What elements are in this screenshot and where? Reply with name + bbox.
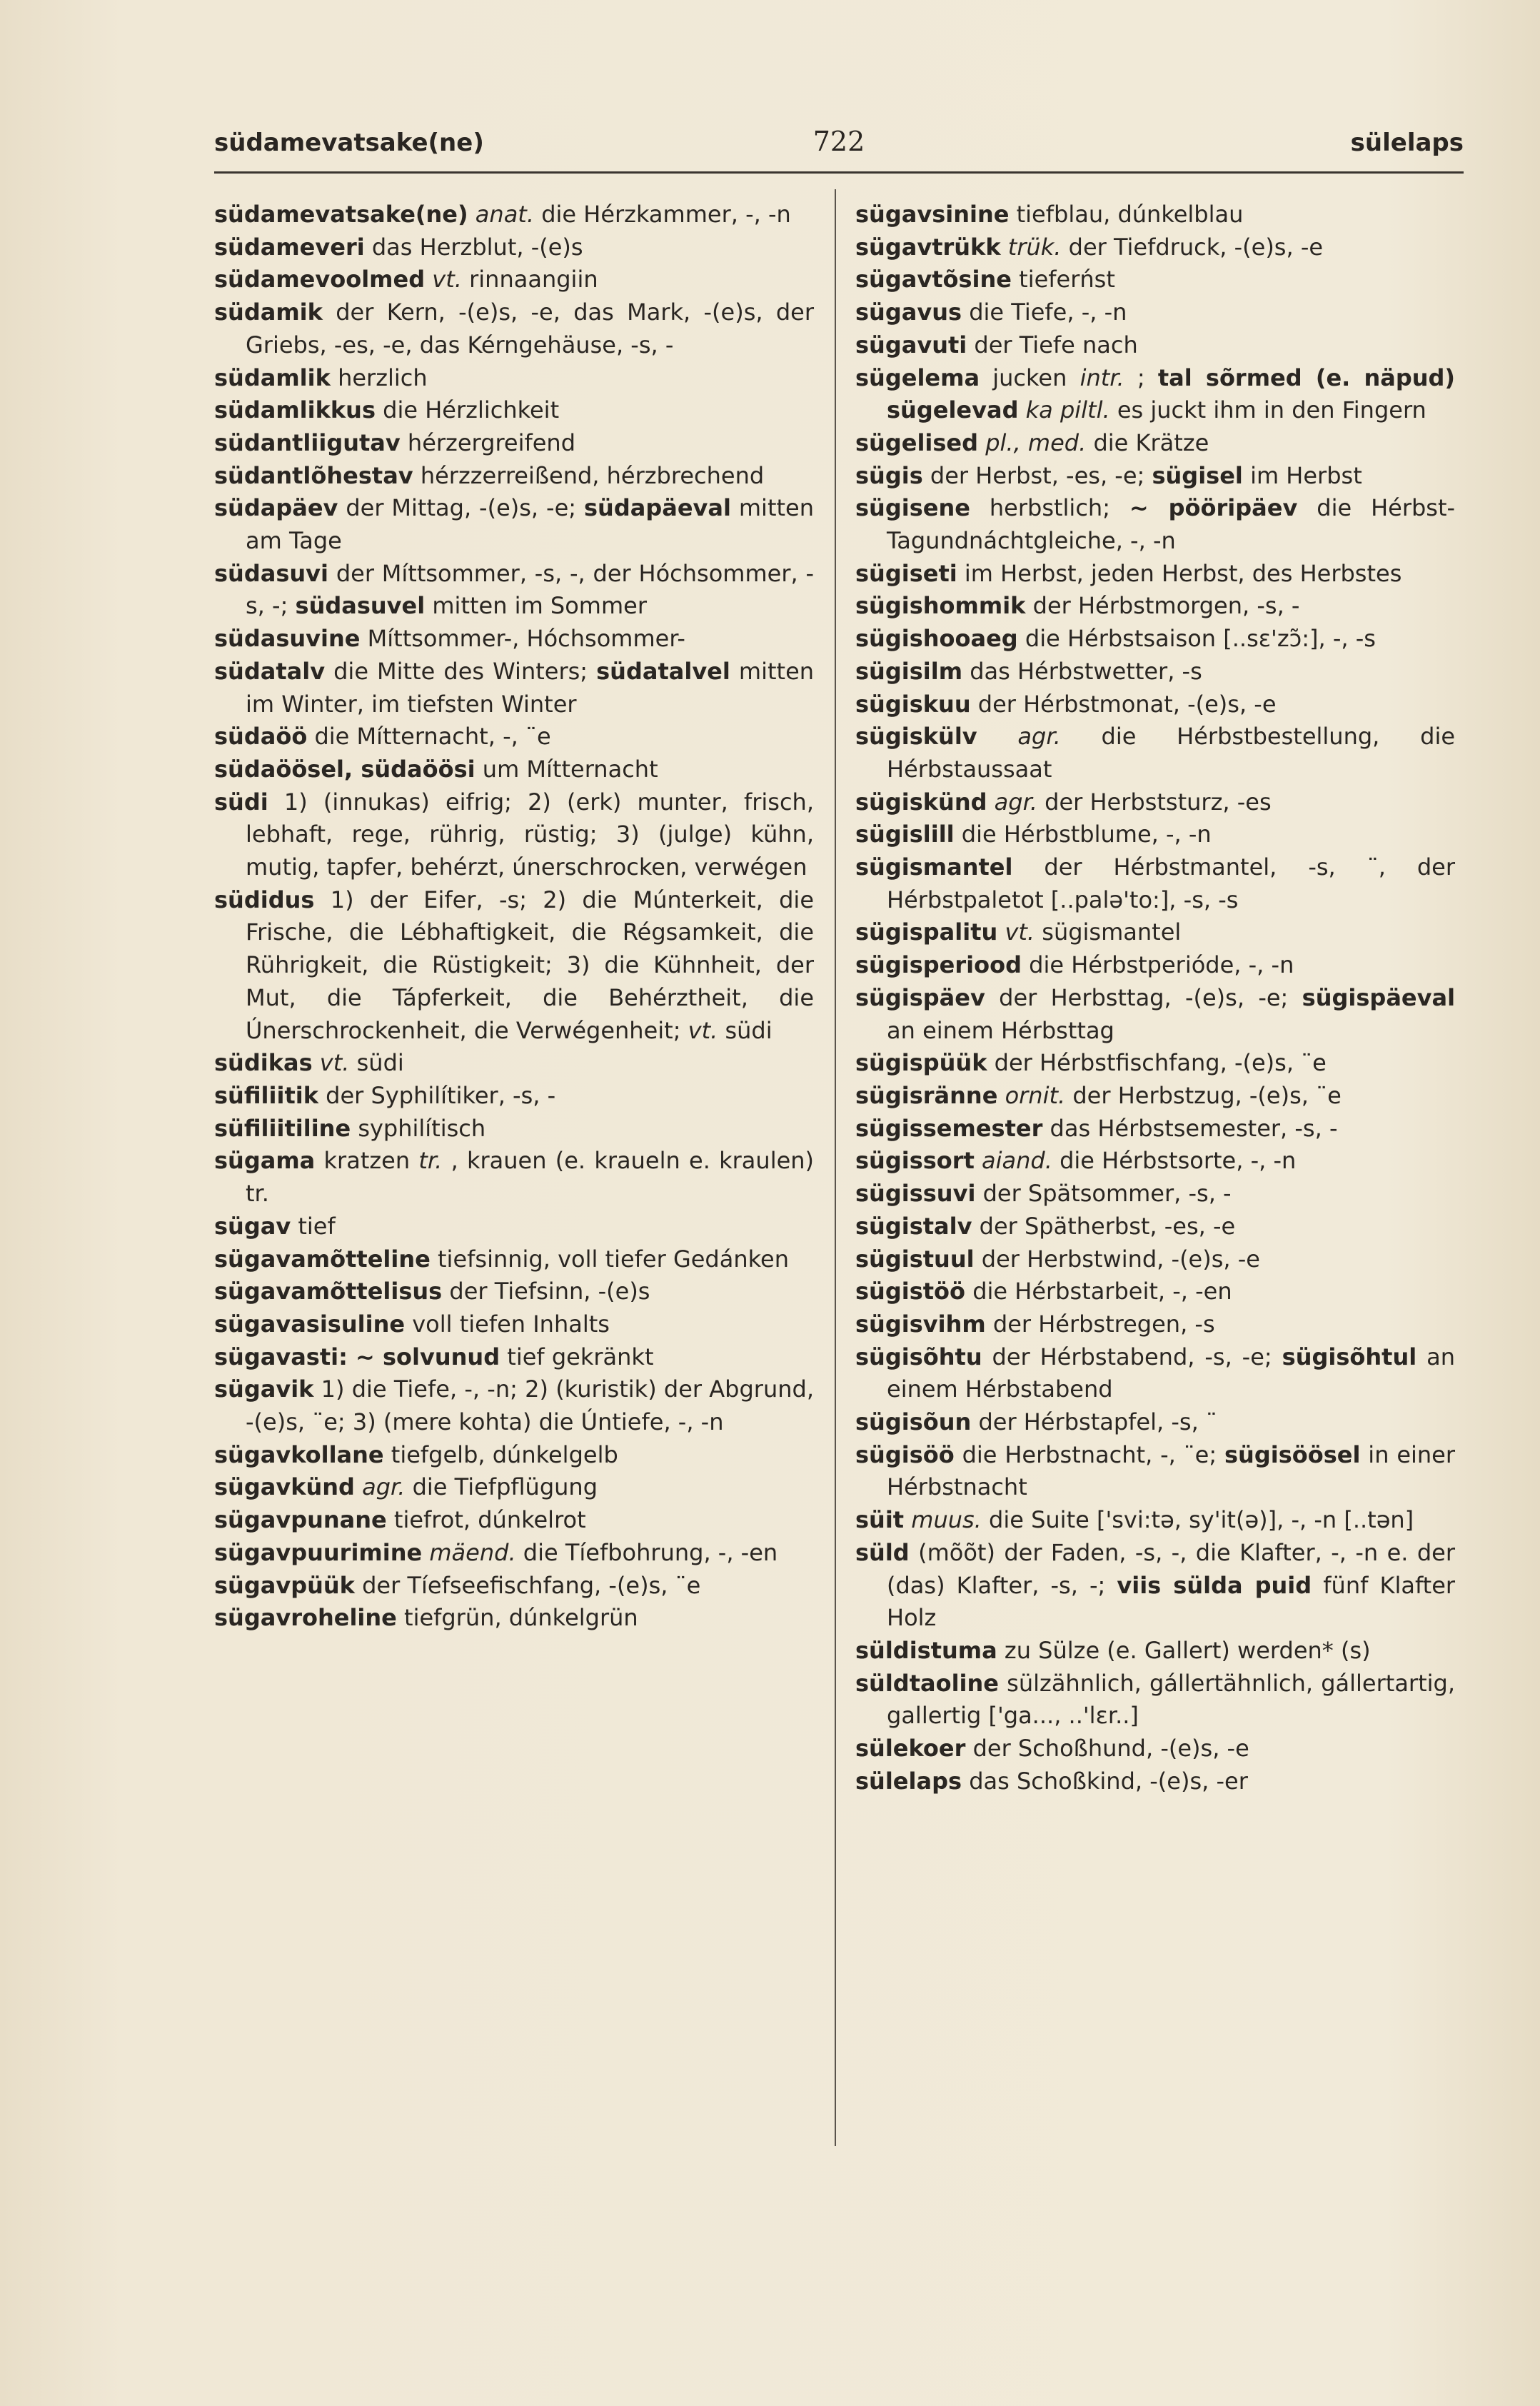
headword: sügis xyxy=(855,461,923,489)
translation: südi xyxy=(356,1049,404,1077)
headword: südantlõhestav xyxy=(214,461,413,489)
headword: sügispalitu xyxy=(855,918,998,946)
dictionary-entry xyxy=(855,231,1455,264)
subentry-headword: südapäeval xyxy=(583,494,731,522)
translation: (mõõt) der Faden, -s, -, die Klafter, -, -n e. der (das) Klafter, -s, -; xyxy=(887,1538,1456,1599)
dictionary-entry xyxy=(855,656,1455,688)
headword: südikas xyxy=(214,1049,313,1077)
dictionary-entry xyxy=(855,1668,1455,1733)
headword: sügav xyxy=(214,1212,291,1240)
dictionary-entry xyxy=(214,623,814,656)
headword: sügissemester xyxy=(855,1114,1043,1142)
headword: südapäev xyxy=(214,494,338,522)
dictionary-entry xyxy=(214,199,814,231)
translation: tiefgelb, dúnkelgelb xyxy=(391,1440,618,1468)
translation: die Hérbstarbeit, -, -en xyxy=(972,1278,1232,1305)
subentry-headword: viis sülda puid xyxy=(1117,1571,1312,1599)
translation: Míttsommer-, Hóchsommer- xyxy=(367,625,685,653)
translation: der Tíefseefischfang, -(e)s, ¨e xyxy=(362,1571,701,1599)
column-divider xyxy=(835,189,836,2146)
usage-label: vt. xyxy=(1005,918,1035,946)
translation: tieferńst xyxy=(1019,266,1115,294)
dictionary-entry xyxy=(214,427,814,460)
translation: südi xyxy=(725,1016,772,1044)
subentry-headword: sügisel xyxy=(1152,461,1243,489)
translation: der Hérbstfischfang, -(e)s, ¨e xyxy=(994,1049,1327,1077)
dictionary-entry xyxy=(855,982,1455,1047)
translation: in einer Hérbstnacht xyxy=(887,1440,1456,1501)
dictionary-entry xyxy=(214,1570,814,1603)
dictionary-entry xyxy=(214,492,814,557)
translation: das Hérbstsemester, -s, - xyxy=(1050,1114,1338,1142)
dictionary-entry xyxy=(214,884,814,1048)
dictionary-entry xyxy=(855,623,1455,656)
dictionary-entry xyxy=(855,1341,1455,1406)
dictionary-entry xyxy=(214,1341,814,1374)
dictionary-entry xyxy=(214,362,814,395)
usage-label: muus. xyxy=(911,1506,982,1534)
usage-label: ornit. xyxy=(1005,1081,1066,1109)
dictionary-entry xyxy=(855,1733,1455,1765)
translation: mitten am Tage xyxy=(246,494,814,555)
dictionary-entry xyxy=(855,818,1455,851)
dictionary-entry xyxy=(214,1047,814,1080)
translation: der Spätsommer, -s, - xyxy=(982,1180,1232,1208)
dictionary-entry xyxy=(855,1275,1455,1308)
translation: die Herbstnacht, -, ¨e; xyxy=(962,1440,1217,1468)
translation: das Herzblut, -(e)s xyxy=(371,233,583,261)
dictionary-entry xyxy=(855,362,1455,427)
headword: sügelema xyxy=(855,364,980,391)
dictionary-entry xyxy=(855,427,1455,460)
translation: die Hérzkammer, -, -n xyxy=(541,201,791,228)
translation: die Mitte des Winters; xyxy=(333,657,588,685)
headword: süfiliitik xyxy=(214,1081,318,1109)
headword: sügavamõttelisus xyxy=(214,1278,443,1305)
translation: tief gekränkt xyxy=(507,1343,654,1370)
dictionary-entry xyxy=(855,1178,1455,1210)
headword: südamevoolmed xyxy=(214,266,426,294)
headword: süit xyxy=(855,1506,905,1534)
right-column xyxy=(855,199,1455,1798)
headword: sügavpunane xyxy=(214,1506,387,1534)
translation: die Tiefpflügung xyxy=(412,1473,598,1501)
headword: südasuvine xyxy=(214,625,361,653)
dictionary-entry xyxy=(855,1308,1455,1341)
dictionary-entry xyxy=(855,786,1455,819)
headword: sügelised xyxy=(855,428,979,456)
header-rule xyxy=(214,171,1464,174)
usage-label: agr. xyxy=(994,788,1037,816)
headword: sügisränne xyxy=(855,1081,998,1109)
translation: der Herbstzug, -(e)s, ¨e xyxy=(1072,1081,1342,1109)
translation: der Míttsommer, -s, -, der Hóchsommer, -s, -; xyxy=(246,559,815,620)
headword: sügisilm xyxy=(855,657,963,685)
headword: sügispäev xyxy=(855,983,985,1011)
dictionary-entry xyxy=(214,1373,814,1438)
dictionary-entry xyxy=(855,199,1455,231)
subentry-headword: ~ pööripäev xyxy=(1129,494,1298,522)
dictionary-entry xyxy=(214,231,814,264)
headword: sügisvihm xyxy=(855,1310,986,1338)
dictionary-entry xyxy=(214,1210,814,1243)
dictionary-entry xyxy=(855,329,1455,362)
headword: sügavtõsine xyxy=(855,266,1012,294)
usage-label: vt. xyxy=(432,266,462,294)
headword: sügissuvi xyxy=(855,1180,976,1208)
dictionary-entry xyxy=(214,1145,814,1210)
dictionary-entry xyxy=(214,1275,814,1308)
translation: zu Sülze (e. Gallert) werden* (s) xyxy=(1004,1636,1371,1664)
headword: sügisene xyxy=(855,494,970,522)
headword: sügisõun xyxy=(855,1408,972,1436)
headword: sügavpuurimine xyxy=(214,1538,423,1566)
header-first-entry: südamevatsake(ne) xyxy=(214,129,484,157)
headword: südi xyxy=(214,788,268,816)
dictionary-entry xyxy=(214,1602,814,1635)
dictionary-entry xyxy=(855,1537,1455,1635)
usage-label: mäend. xyxy=(429,1538,516,1566)
translation: die Hérbstbestellung, die Hérbstaussaat xyxy=(887,723,1456,783)
subentry-headword: südasuvel xyxy=(295,592,426,620)
translation: tiefgrün, dúnkelgrün xyxy=(404,1604,638,1632)
usage-label: vt. xyxy=(319,1049,350,1077)
translation: die Suite ['svi:tə, sy'it(ə)], -, -n [..tən] xyxy=(989,1506,1414,1534)
translation: kratzen xyxy=(323,1147,411,1175)
translation: fünf Klafter Holz xyxy=(887,1571,1456,1632)
translation: der Spätherbst, -es, -e xyxy=(979,1212,1236,1240)
translation: im Herbst, jeden Herbst, des Herbstes xyxy=(964,559,1402,587)
headword: süldtaoline xyxy=(855,1669,999,1697)
dictionary-entry xyxy=(855,1113,1455,1146)
headword: südaöösel, südaöösi xyxy=(214,755,475,783)
translation: hérzergreifend xyxy=(407,428,576,456)
headword: sügama xyxy=(214,1147,316,1175)
dictionary-entry xyxy=(214,786,814,884)
headword: sügavroheline xyxy=(214,1604,397,1632)
dictionary-entry xyxy=(855,492,1455,557)
dictionary-entry xyxy=(855,688,1455,721)
translation: der Hérbstmorgen, -s, - xyxy=(1032,592,1300,620)
headword: sügiskülv xyxy=(855,723,977,751)
headword: sügavamõtteline xyxy=(214,1245,431,1273)
translation: der Hérbstregen, -s xyxy=(992,1310,1215,1338)
usage-label: ka piltl. xyxy=(1025,396,1110,424)
dictionary-entry xyxy=(214,1439,814,1472)
headword: sügavkollane xyxy=(214,1440,384,1468)
subentry-headword: sügisõhtul xyxy=(1282,1343,1417,1370)
translation: der Herbstwind, -(e)s, -e xyxy=(981,1245,1260,1273)
dictionary-entry xyxy=(855,1504,1455,1537)
dictionary-entry xyxy=(855,1145,1455,1178)
headword: südamik xyxy=(214,299,323,326)
dictionary-entry xyxy=(214,1471,814,1504)
dictionary-entry xyxy=(214,1504,814,1537)
dictionary-entry xyxy=(214,1243,814,1276)
left-column xyxy=(214,199,814,1635)
headword: südantliigutav xyxy=(214,428,401,456)
dictionary-entry xyxy=(855,590,1455,623)
translation: der Tiefdruck, -(e)s, -e xyxy=(1068,233,1324,261)
header-last-entry: sülelaps xyxy=(1350,129,1464,157)
translation: der Tiefe nach xyxy=(974,331,1138,359)
headword: sülelaps xyxy=(855,1767,962,1795)
translation: die Hérbstperióde, -, -n xyxy=(1029,951,1294,979)
dictionary-entry xyxy=(855,264,1455,296)
headword: sügisõhtu xyxy=(855,1343,982,1370)
translation: das Hérbstwetter, -s xyxy=(970,657,1202,685)
dictionary-entry xyxy=(855,916,1455,949)
dictionary-entry xyxy=(214,296,814,361)
translation: tiefrot, dúnkelrot xyxy=(393,1506,586,1534)
translation: die Hérbstsorte, -, -n xyxy=(1060,1147,1297,1175)
dictionary-entry xyxy=(855,949,1455,982)
translation: das Schoßkind, -(e)s, -er xyxy=(969,1767,1248,1795)
dictionary-entry xyxy=(855,1210,1455,1243)
dictionary-entry xyxy=(214,1537,814,1570)
dictionary-entry xyxy=(855,1406,1455,1439)
dictionary-entry xyxy=(214,1080,814,1113)
dictionary-entry xyxy=(214,394,814,427)
translation: herzlich xyxy=(338,364,428,391)
dictionary-entry xyxy=(855,721,1455,786)
headword: sügispüük xyxy=(855,1049,987,1077)
headword: sügavtrükk xyxy=(855,233,1001,261)
translation: um Mítternacht xyxy=(482,755,658,783)
translation: an einem Hérbsttag xyxy=(887,1016,1114,1044)
headword: sügavus xyxy=(855,299,962,326)
headword: südamlikkus xyxy=(214,396,376,424)
translation: die Tiefe, -, -n xyxy=(969,299,1127,326)
dictionary-entry xyxy=(214,460,814,493)
headword: sügavsinine xyxy=(855,201,1010,228)
translation: ; xyxy=(1137,364,1145,391)
headword: sügislill xyxy=(855,821,955,848)
headword: sügavik xyxy=(214,1375,314,1403)
headword: sügisperiood xyxy=(855,951,1022,979)
headword: südasuvi xyxy=(214,559,328,587)
dictionary-entry xyxy=(855,296,1455,329)
dictionary-entry xyxy=(214,1308,814,1341)
dictionary-entry xyxy=(855,1080,1455,1113)
dictionary-entry xyxy=(214,264,814,296)
translation: hérzzerreißend, hérzbrechend xyxy=(420,461,765,489)
translation: herbstlich; xyxy=(989,494,1110,522)
dictionary-entry xyxy=(855,1635,1455,1668)
headword: sügavkünd xyxy=(214,1473,355,1501)
page-number: 722 xyxy=(812,126,865,157)
subentry-headword: südatalvel xyxy=(596,657,730,685)
translation: jucken xyxy=(992,364,1067,391)
headword: sülekoer xyxy=(855,1735,966,1763)
headword: süfiliitiline xyxy=(214,1114,351,1142)
headword: sügishooaeg xyxy=(855,625,1018,653)
usage-label: vt. xyxy=(688,1016,718,1044)
translation: an einem Hérbstabend xyxy=(887,1343,1456,1403)
translation: voll tiefen Inhalts xyxy=(412,1310,610,1338)
dictionary-entry xyxy=(855,1047,1455,1080)
headword: sügavuti xyxy=(855,331,967,359)
translation: mitten im Sommer xyxy=(432,592,647,620)
translation: der Herbststurz, -es xyxy=(1045,788,1272,816)
headword: südatalv xyxy=(214,657,326,685)
usage-label: pl., med. xyxy=(985,428,1087,456)
translation: der Tiefsinn, -(e)s xyxy=(449,1278,650,1305)
translation: 1) (innukas) eifrig; 2) (erk) munter, frisch, lebhaft, rege, rührig, rüstig; 3) (julge) kühn, mutig, tapfer, behérzt, únerschrocken, verwégen xyxy=(246,788,815,881)
headword: südameveri xyxy=(214,233,365,261)
translation: tiefsinnig, voll tiefer Gedánken xyxy=(438,1245,789,1273)
running-head xyxy=(214,121,1464,171)
translation: die Krätze xyxy=(1093,428,1209,456)
headword: süld xyxy=(855,1538,910,1566)
subentry-headword: sügispäeval xyxy=(1302,983,1456,1011)
translation: die Hérbstsaison [..sɛ'zɔ̃:], -, -s xyxy=(1025,625,1376,653)
headword: sügissort xyxy=(855,1147,975,1175)
subentry-headword: sügisöösel xyxy=(1224,1440,1361,1468)
usage-label: agr. xyxy=(1017,723,1061,751)
translation: der Hérbstmonat, -(e)s, -e xyxy=(977,690,1277,718)
translation: , krauen (e. kraueln e. kraulen) tr. xyxy=(246,1147,815,1208)
translation: 1) die Tiefe, -, -n; 2) (kuristik) der Abgrund, -(e)s, ¨e; 3) (mere kohta) die Úntiefe, -, -n xyxy=(246,1375,815,1436)
dictionary-entry xyxy=(214,1113,814,1146)
dictionary-entry xyxy=(214,753,814,786)
usage-label: agr. xyxy=(362,1473,406,1501)
translation: tiefblau, dúnkelblau xyxy=(1016,201,1244,228)
translation: syphilítisch xyxy=(358,1114,486,1142)
dictionary-entry xyxy=(855,1765,1455,1798)
headword: südidus xyxy=(214,886,315,913)
headword: sügisöö xyxy=(855,1440,955,1468)
subentry-headword: tal sõrmed (e. näpud) sügelevad xyxy=(887,364,1456,424)
headword: sügistalv xyxy=(855,1212,972,1240)
headword: sügistuul xyxy=(855,1245,975,1273)
translation: es juckt ihm in den Fingern xyxy=(1117,396,1426,424)
headword: südamlik xyxy=(214,364,331,391)
headword: süldistuma xyxy=(855,1636,997,1664)
dictionary-entry xyxy=(214,721,814,753)
translation: der Kern, -(e)s, -e, das Mark, -(e)s, der Griebs, -es, -e, das Kérngehäuse, -s, - xyxy=(246,299,815,359)
headword: südamevatsake(ne) xyxy=(214,201,468,228)
headword: sügiskuu xyxy=(855,690,971,718)
dictionary-entry xyxy=(855,1439,1455,1504)
translation: sülzähnlich, gállertähnlich, gállertartig, gallertig ['ga..., ..'lɛr..] xyxy=(887,1669,1456,1730)
usage-label: aiand. xyxy=(982,1147,1052,1175)
usage-label: anat. xyxy=(475,201,535,228)
translation: der Syphilítiker, -s, - xyxy=(326,1081,556,1109)
translation: rinnaangiin xyxy=(469,266,598,294)
dictionary-entry xyxy=(214,656,814,721)
dictionary-entry xyxy=(855,558,1455,591)
translation: der Hérbstabend, -s, -e; xyxy=(992,1343,1272,1370)
translation: sügismantel xyxy=(1042,918,1182,946)
translation: 1) der Eifer, -s; 2) die Múnterkeit, die Frische, die Lébhaftigkeit, die Régsamkeit, die Rührigkeit, die Rüstigkeit; 3) die Kühnheit, der Mut, die Tápferkeit, die Behérztheit, die Únerschrockenheit, die Verwégenheit; xyxy=(246,886,815,1044)
dictionary-entry xyxy=(855,460,1455,493)
headword: sügismantel xyxy=(855,853,1013,881)
headword: sügishommik xyxy=(855,592,1026,620)
translation: mitten im Winter, im tiefsten Winter xyxy=(246,657,815,718)
dictionary-entry xyxy=(214,558,814,623)
headword: sügiskünd xyxy=(855,788,987,816)
headword: sügistöö xyxy=(855,1278,966,1305)
headword: sügiseti xyxy=(855,559,957,587)
headword: sügavasti: ~ solvunud xyxy=(214,1343,500,1370)
translation: der Herbst, -es, -e; xyxy=(930,461,1145,489)
headword: sügavasisuline xyxy=(214,1310,406,1338)
translation: der Mittag, -(e)s, -e; xyxy=(346,494,577,522)
translation: die Tíefbohrung, -, -en xyxy=(523,1538,778,1566)
usage-label: intr. xyxy=(1079,364,1124,391)
translation: die Mítternacht, -, ¨e xyxy=(314,723,551,751)
headword: sügavpüük xyxy=(214,1571,355,1599)
dictionary-entry xyxy=(855,1243,1455,1276)
translation: der Herbsttag, -(e)s, -e; xyxy=(999,983,1289,1011)
translation: tief xyxy=(298,1212,336,1240)
usage-label: trük. xyxy=(1007,233,1062,261)
translation: die Hérbstblume, -, -n xyxy=(961,821,1212,848)
translation: der Hérbstapfel, -s, ¨ xyxy=(978,1408,1217,1436)
translation: im Herbst xyxy=(1250,461,1362,489)
translation: der Schoßhund, -(e)s, -e xyxy=(972,1735,1249,1763)
usage-label: tr. xyxy=(418,1147,443,1175)
dictionary-entry xyxy=(855,851,1455,916)
translation: die Hérbst-Tagundnáchtgleiche, -, -n xyxy=(887,494,1456,555)
translation: der Hérbstmantel, -s, ¨, der Hérbstpaletot [..palə'to:], -s, -s xyxy=(887,853,1456,913)
translation: die Hérzlichkeit xyxy=(383,396,560,424)
headword: südaöö xyxy=(214,723,308,751)
